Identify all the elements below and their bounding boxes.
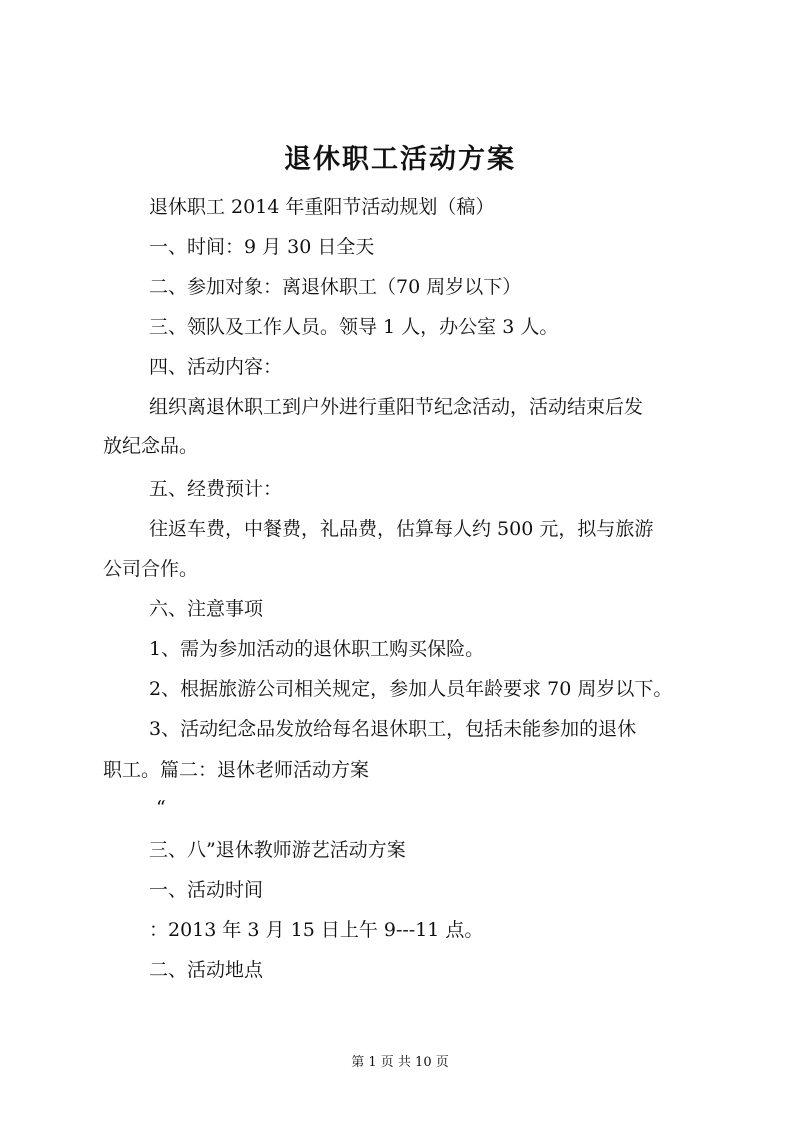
subtitle-line: 退休职工 2014 年重阳节活动规划（稿） <box>149 196 495 218</box>
budget-heading: 五、经费预计： <box>149 478 283 500</box>
activity-time-line: ：2013 年 3 月 15 日上午 9---11 点。 <box>149 919 484 941</box>
time-line: 一、时间：9 月 30 日全天 <box>149 236 375 258</box>
page-footer: 第 1 页 共 10 页 <box>351 1055 449 1070</box>
activity-time-heading: 一、活动时间 <box>149 879 264 901</box>
open-quote-line: “ <box>156 797 166 819</box>
content-paragraph-line-1: 组织离退休职工到户外进行重阳节纪念活动，活动结束后发 <box>149 396 644 418</box>
budget-paragraph-line-1: 往返车费，中餐费，礼品费，估算每人约 500 元，拟与旅游 <box>149 518 654 540</box>
participants-line: 二、参加对象：离退休职工（70 周岁以下） <box>149 276 522 298</box>
staff-line: 三、领队及工作人员。领导 1 人，办公室 3 人。 <box>149 316 559 338</box>
notes-heading: 六、注意事项 <box>149 598 264 620</box>
budget-paragraph-line-2: 公司合作。 <box>103 558 199 580</box>
note-item-1: 1、需为参加活动的退休职工购买保险。 <box>149 638 485 660</box>
note-item-2: 2、根据旅游公司相关规定，参加人员年龄要求 70 周岁以下。 <box>149 678 673 700</box>
note-item-3-line-1: 3、活动纪念品发放给每名退休职工，包括未能参加的退休 <box>149 718 637 740</box>
content-heading: 四、活动内容： <box>149 356 283 378</box>
activity-place-heading: 二、活动地点 <box>149 959 264 981</box>
teacher-plan-title: 三、八”退休教师游艺活动方案 <box>149 839 406 861</box>
document-title: 退休职工活动方案 <box>284 144 516 175</box>
content-paragraph-line-2: 放纪念品。 <box>103 435 199 457</box>
note-item-3-line-2: 职工。篇二：退休老师活动方案 <box>103 759 370 781</box>
